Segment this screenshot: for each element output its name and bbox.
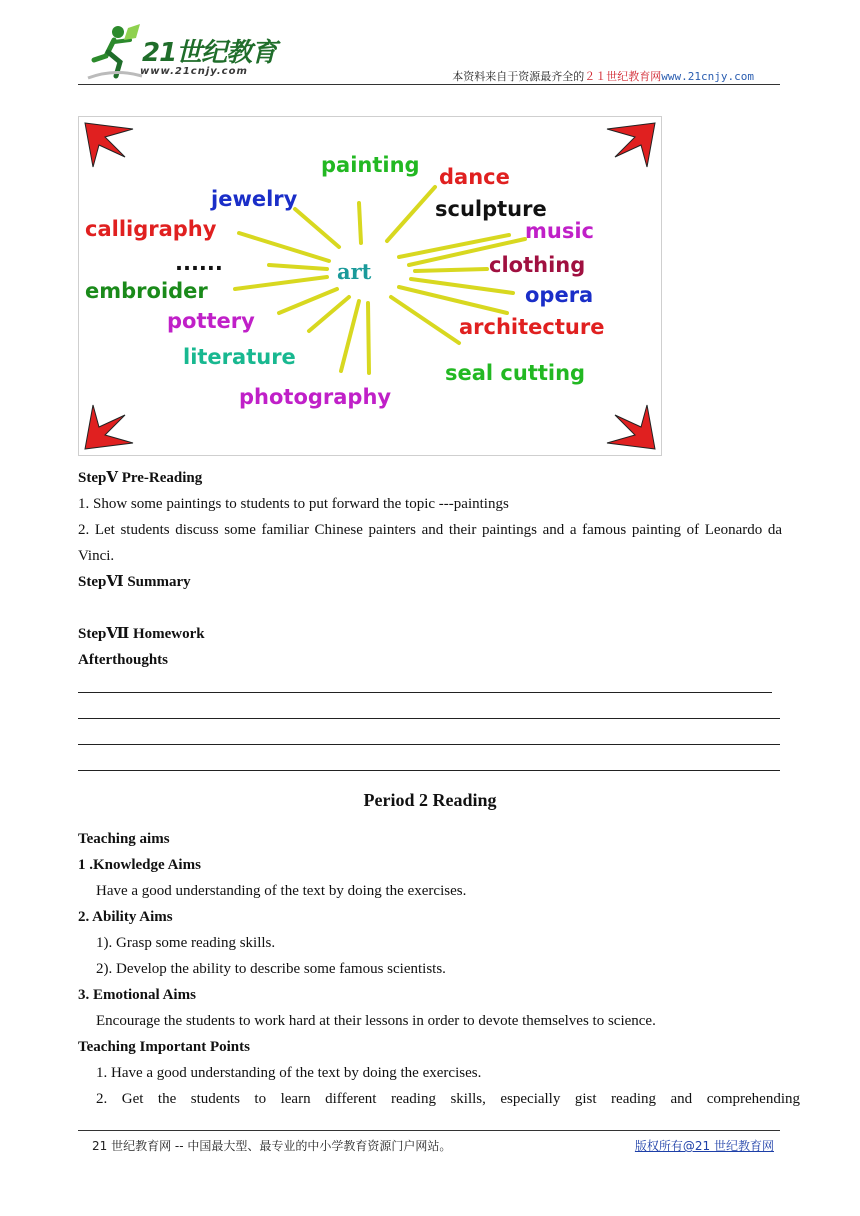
ability-aims-item-1: 1). Grasp some reading skills. xyxy=(96,935,276,951)
mindmap-word: painting xyxy=(321,153,420,177)
mindmap-word: calligraphy xyxy=(85,217,217,241)
mindmap-word: photography xyxy=(239,385,392,409)
mindmap-ray xyxy=(368,303,369,373)
mindmap-ray xyxy=(269,265,327,269)
corner-ornament-icon xyxy=(607,405,655,449)
corner-ornament-icon xyxy=(607,123,655,167)
mindmap-word: seal cutting xyxy=(445,361,586,385)
mindmap-word: jewelry xyxy=(211,187,298,211)
header-note-prefix: 本资料来自于资源最齐全的 xyxy=(452,70,585,83)
mindmap-ray xyxy=(295,209,339,247)
emotional-aims-text: Encourage the students to work hard at their lessons in order to devote themselves to science. xyxy=(96,1013,656,1029)
ability-aims-item-2: 2). Develop the ability to describe some famous scientists. xyxy=(96,961,446,977)
writing-line xyxy=(78,744,780,745)
mindmap-word: music xyxy=(525,219,594,243)
mindmap-word: pottery xyxy=(167,309,255,333)
mindmap-ray xyxy=(309,297,349,331)
footer-site-description: 21 世纪教育网 -- 中国最大型、最专业的中小学教育资源门户网站。 xyxy=(92,1139,452,1153)
header-divider xyxy=(78,84,780,85)
mindmap-ray xyxy=(341,301,359,371)
page-header xyxy=(78,22,780,86)
afterthoughts-heading: Afterthoughts xyxy=(78,652,168,668)
site-logo[interactable] xyxy=(84,22,294,82)
mindmap-center-word: art xyxy=(337,259,372,284)
knowledge-aims-text: Have a good understanding of the text by doing the exercises. xyxy=(96,883,467,899)
step5-heading: StepⅤ Pre-Reading xyxy=(78,470,203,486)
writing-line xyxy=(78,718,780,719)
mindmap-word: literature xyxy=(183,345,296,369)
corner-ornament-icon xyxy=(85,123,133,167)
mindmap-word: clothing xyxy=(489,253,586,277)
writing-line xyxy=(78,692,772,693)
logo-url: www.21cnjy.com xyxy=(140,66,248,77)
important-points-heading: Teaching Important Points xyxy=(78,1039,250,1055)
mindmap-ray xyxy=(235,277,327,289)
header-note-url[interactable]: www.21cnjy.com xyxy=(661,70,754,83)
mindmap-ray xyxy=(359,203,361,243)
header-note-site-name: ２１世纪教育网 xyxy=(584,70,662,83)
art-mindmap-image xyxy=(78,116,662,456)
mindmap-word: sculpture xyxy=(435,197,547,221)
mindmap-ray xyxy=(411,279,513,293)
period-title: Period 2 Reading xyxy=(363,790,497,810)
emotional-aims-heading: 3. Emotional Aims xyxy=(78,987,196,1003)
writing-line xyxy=(78,770,780,771)
mindmap-word: embroider xyxy=(85,279,208,303)
knowledge-aims-heading: 1 .Knowledge Aims xyxy=(78,857,201,873)
header-source-note xyxy=(452,68,754,84)
footer-divider xyxy=(78,1130,780,1131)
mindmap-ray xyxy=(391,297,459,343)
mindmap-ray xyxy=(279,289,337,313)
important-points-item-2: 2. Get the students to learn different reading skills, especially gist reading and comprehending xyxy=(96,1091,800,1107)
teaching-aims-heading: Teaching aims xyxy=(78,831,170,847)
mindmap-word: opera xyxy=(525,283,594,307)
ability-aims-heading: 2. Ability Aims xyxy=(78,909,173,925)
mindmap-ray xyxy=(239,233,329,261)
step6-heading: StepⅥ Summary xyxy=(78,574,191,590)
step5-item-2: 2. Let students discuss some familiar Chinese painters and their paintings and a famous painting of Leonardo da Vinci. xyxy=(78,522,782,564)
step7-heading: StepⅦ Homework xyxy=(78,626,205,642)
mindmap-word: dance xyxy=(439,165,510,189)
step5-item-1: 1. Show some paintings to students to put forward the topic ---paintings xyxy=(78,496,509,512)
mindmap-ray xyxy=(387,187,435,241)
corner-ornament-icon xyxy=(85,405,133,449)
footer-copyright-link[interactable]: 版权所有@21 世纪教育网 xyxy=(634,1139,774,1153)
logo-title: 21世纪教育 xyxy=(142,38,277,68)
mindmap-word: architecture xyxy=(459,315,605,339)
important-points-item-1: 1. Have a good understanding of the text by doing the exercises. xyxy=(96,1065,482,1081)
mindmap-word: ...... xyxy=(175,251,223,275)
runner-logo-icon xyxy=(84,22,144,82)
mindmap-ray xyxy=(415,269,487,271)
